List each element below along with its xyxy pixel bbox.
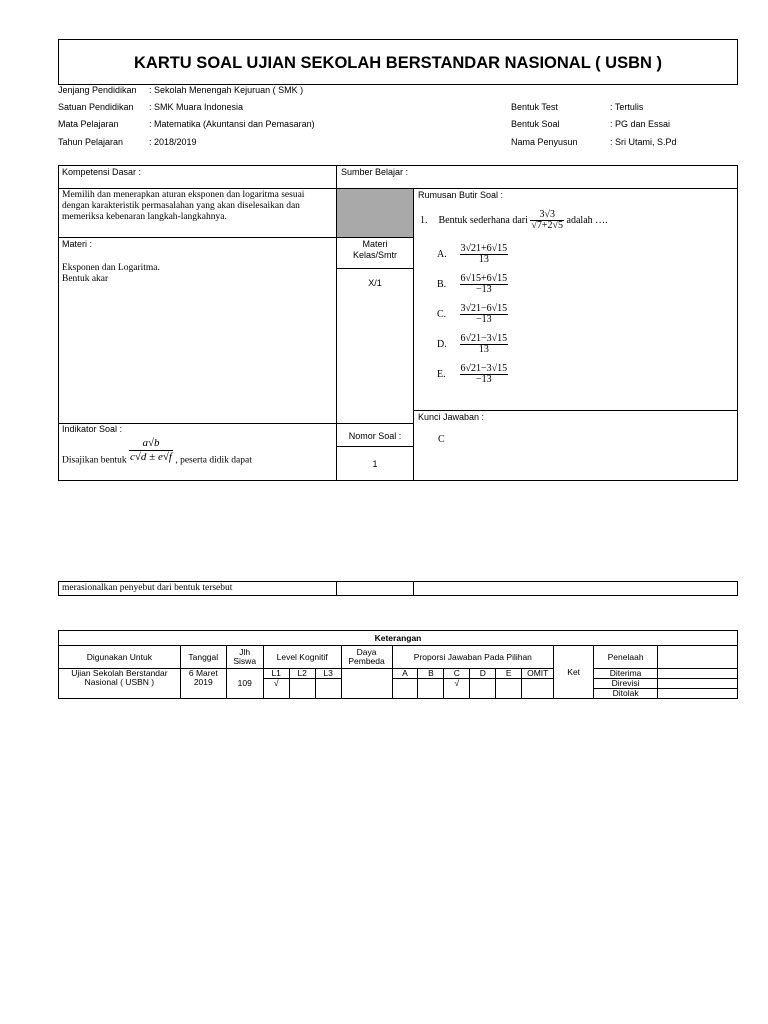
header-jlh-1: Jlh	[239, 647, 251, 657]
option-e-label: E.	[437, 369, 446, 380]
header-tanggal: Tanggal	[180, 646, 226, 669]
level-l2: L2	[289, 669, 315, 679]
info-left-label-3: Tahun Pelajaran	[58, 137, 124, 147]
info-right-value-0: : Tertulis	[610, 102, 644, 112]
option-c-label: C.	[437, 309, 447, 320]
page-title: KARTU SOAL UJIAN SEKOLAH BERSTANDAR NASIONAL ( USBN )	[133, 54, 663, 72]
nomor-value: 1	[372, 459, 378, 469]
question-fraction	[530, 210, 564, 231]
option-d-label: D.	[437, 339, 447, 350]
option-c	[437, 304, 508, 325]
kunci-label: Kunci Jawaban :	[418, 412, 485, 422]
level-l3-mark	[315, 679, 341, 699]
choice-b: B	[418, 669, 444, 679]
choice-c-mark: √	[444, 679, 470, 699]
header-blank	[658, 646, 738, 669]
info-left-value-0: : Sekolah Menengah Kejuruan ( SMK )	[149, 85, 304, 95]
question-number: 1.	[420, 215, 428, 226]
option-d	[437, 334, 508, 355]
level-l1-mark: √	[263, 679, 289, 699]
kompetensi-text: Memilih dan menerapkan aturan eksponen dan logaritma sesuai dengan karakteristik permasalahan yang akan diselesaikan dan memeriksa kebenaran langkah-langkahnya.	[62, 190, 305, 222]
option-d-numerator: 6√21−3√15	[460, 333, 508, 344]
option-c-denominator: −13	[475, 314, 492, 325]
option-b	[437, 274, 508, 295]
choice-a: A	[392, 669, 418, 679]
choice-omit-mark	[522, 679, 554, 699]
indikator-text	[62, 437, 252, 466]
sumber-label: Sumber Belajar :	[341, 167, 409, 177]
option-e-numerator: 6√21−3√15	[460, 363, 508, 374]
choice-a-mark	[392, 679, 418, 699]
cell-tanggal-1: 6 Maret	[188, 668, 218, 678]
option-b-numerator: 6√15+6√15	[460, 273, 508, 284]
question-line	[420, 210, 608, 231]
cell-siswa: 109	[226, 669, 263, 699]
keterangan-table	[58, 630, 738, 699]
option-e-denominator: −13	[475, 374, 492, 385]
info-left-label-2: Mata Pelajaran	[58, 119, 119, 129]
keterangan-title: Keterangan	[59, 631, 738, 646]
kompetensi-label: Kompetensi Dasar :	[62, 167, 142, 177]
materi-line-1: Eksponen dan Logaritma.	[62, 263, 160, 273]
cell-daya	[341, 669, 392, 699]
kunci-value: C	[438, 434, 445, 445]
info-right-value-1: : PG dan Essai	[610, 119, 671, 129]
penelaah-ditolak-blank	[658, 689, 738, 699]
question-denominator: √7+2√5	[531, 220, 564, 231]
materi-line-2: Bentuk akar	[62, 274, 109, 284]
penelaah-diterima: Diterima	[594, 669, 658, 679]
question-numerator: 3√3	[530, 210, 564, 221]
indikator-prefix: Disajikan bentuk	[62, 455, 127, 466]
option-b-denominator: −13	[475, 284, 492, 295]
header-penelaah: Penelaah	[594, 646, 658, 669]
header-proporsi: Proporsi Jawaban Pada Pilihan	[392, 646, 554, 669]
penelaah-direvisi-blank	[658, 679, 738, 689]
option-a-numerator: 3√21+6√15	[460, 243, 508, 254]
question-suffix: adalah ….	[566, 215, 608, 226]
option-c-numerator: 3√21−6√15	[460, 303, 508, 314]
option-b-label: B.	[437, 279, 447, 290]
header-daya	[341, 646, 392, 669]
choice-e-mark	[496, 679, 522, 699]
info-left-value-1: : SMK Muara Indonesia	[149, 102, 244, 112]
option-d-denominator: 13	[478, 344, 489, 355]
header-jlh-siswa	[226, 646, 263, 669]
info-right-label-1: Bentuk Soal	[511, 119, 560, 129]
cell-digunakan	[59, 669, 181, 699]
info-right-label-2: Nama Penyusun	[511, 137, 578, 147]
header-jlh-2: Siswa	[233, 656, 257, 666]
info-left-value-2: : Matematika (Akuntansi dan Pemasaran)	[149, 119, 315, 129]
choice-omit: OMIT	[522, 669, 554, 679]
choice-d: D	[470, 669, 496, 679]
info-left-value-3: : 2018/2019	[149, 137, 197, 147]
info-left-label-0: Jenjang Pendidikan	[58, 85, 137, 95]
indikator-continuation: merasionalkan penyebut dari bentuk tersebut	[62, 583, 233, 593]
materi-kelas-label-1: Materi	[362, 239, 388, 249]
indikator-denominator: c√d ± e√f	[130, 451, 172, 463]
indikator-label: Indikator Soal :	[62, 424, 123, 434]
option-a-denominator: 13	[478, 254, 489, 265]
info-left-label-1: Satuan Pendidikan	[58, 102, 134, 112]
choice-b-mark	[418, 679, 444, 699]
materi-kelas-value: X/1	[368, 278, 382, 288]
cell-digunakan-1: Ujian Sekolah Berstandar	[71, 668, 168, 678]
option-a-label: A.	[437, 249, 447, 260]
penelaah-diterima-blank	[658, 669, 738, 679]
header-level: Level Kognitif	[263, 646, 341, 669]
info-right-value-2: : Sri Utami, S.Pd	[610, 137, 677, 147]
question-prefix: Bentuk sederhana dari	[438, 215, 528, 226]
header-daya-1: Daya	[356, 647, 377, 657]
level-l2-mark	[289, 679, 315, 699]
choice-c: C	[444, 669, 470, 679]
choice-e: E	[496, 669, 522, 679]
option-a	[437, 244, 508, 265]
header-daya-2: Pembeda	[348, 656, 385, 666]
level-l3: L3	[315, 669, 341, 679]
header-ket: Ket	[554, 646, 594, 699]
option-e	[437, 364, 508, 385]
sumber-shaded-cell	[337, 189, 413, 237]
penelaah-direvisi: Direvisi	[594, 679, 658, 689]
penelaah-ditolak: Ditolak	[594, 689, 658, 699]
info-right-label-0: Bentuk Test	[511, 102, 558, 112]
indikator-numerator: a√b	[129, 437, 173, 451]
materi-label: Materi :	[62, 239, 93, 249]
rumusan-label: Rumusan Butir Soal :	[418, 190, 504, 200]
cell-tanggal	[180, 669, 226, 699]
cell-digunakan-2: Nasional ( USBN )	[84, 677, 155, 687]
indikator-suffix: , peserta didik dapat	[175, 455, 252, 466]
nomor-label: Nomor Soal :	[348, 431, 402, 441]
materi-kelas-label-2: Kelas/Smtr	[352, 250, 397, 260]
indikator-fraction	[129, 437, 173, 464]
level-l1: L1	[263, 669, 289, 679]
header-digunakan: Digunakan Untuk	[59, 646, 181, 669]
choice-d-mark	[470, 679, 496, 699]
cell-tanggal-2: 2019	[193, 677, 213, 687]
